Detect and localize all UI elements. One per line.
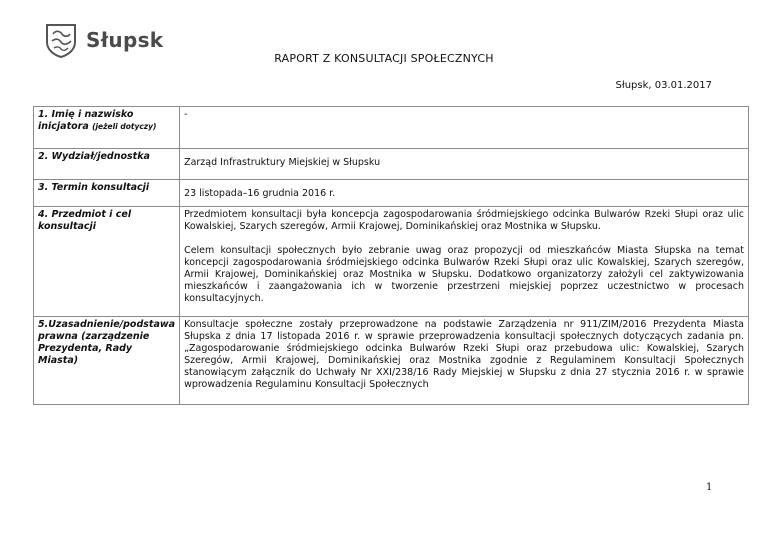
logo-text: Słupsk <box>86 28 164 52</box>
row-label: 5.Uzasadnienie/podstawa prawna (zarządzenie Prezydenta, Rady Miasta) <box>34 317 180 405</box>
table-row <box>34 107 749 149</box>
table-row <box>34 180 749 207</box>
row-value: Konsultacje społeczne zostały przeprowadzone na podstawie Zarządzenia nr 911/ZIM/2016 Prezydenta Miasta Słupska z dnia 17 listopada 2016 r. w sprawie przeprowadzenia konsultacji społecznych dotyczących zadania pn. „Zagospodarowanie śródmiejskiego odcinka Bulwarów Rzeki Słupi oraz przebudowa ulic: Kowalskiej, Szarych Szeregów, Armii Krajowej, Dominikańskiej oraz Mostnika zgodnie z Regulaminem Konsultacji Społecznych stanowiącym załącznik do Uchwały Nr XXI/238/16 Rady Miejskiej w Słupsku z dnia 27 stycznia 2016 r. w sprawie wprowadzenia Regulaminu Konsultacji Społecznych <box>180 317 749 405</box>
place-and-date: Słupsk, 03.01.2017 <box>615 80 712 91</box>
table-row <box>34 207 749 317</box>
report-title: RAPORT Z KONSULTACJI SPOŁECZNYCH <box>274 52 494 65</box>
row-label: 1. Imię i nazwisko inicjatora (jeżeli dotyczy) <box>34 107 180 149</box>
table-row <box>34 317 749 405</box>
row-label: 2. Wydział/jednostka <box>34 149 180 180</box>
row-value: 23 listopada–16 grudnia 2016 r. <box>180 180 749 207</box>
page-number: 1 <box>706 482 713 493</box>
row-value: - <box>180 107 749 149</box>
table-row <box>34 149 749 180</box>
row-value: Przedmiotem konsultacji była koncepcja zagospodarowania śródmiejskiego odcinka Bulwarów Rzeki Słupi oraz ulic Kowalskiej, Szarych szeregów, Armii Krajowej, Dominikańskiej oraz Mostnika w Słupsku. Celem konsultacji społecznych było zebranie uwag oraz propozycji od mieszkańców Miasta Słupska na temat koncepcji zagospodarowania śródmiejskiego odcinka Bulwarów Rzeki Słupi oraz ulic Kowalskiej, Szarych szeregów, Armii Krajowej, Dominikańskiej oraz Mostnika w Słupsku. Dodatkowo organizatorzy założyli cel zaktywizowania mieszkańców i zaangażowania ich w tworzenie przestrzeni miejskiej poprzez uczestnictwo w procesach konsultacyjnych. <box>180 207 749 317</box>
report-table <box>33 106 749 405</box>
row-value: Zarząd Infrastruktury Miejskiej w Słupsku <box>180 149 749 180</box>
row-label: 3. Termin konsultacji <box>34 180 180 207</box>
row-label: 4. Przedmiot i cel konsultacji <box>34 207 180 317</box>
